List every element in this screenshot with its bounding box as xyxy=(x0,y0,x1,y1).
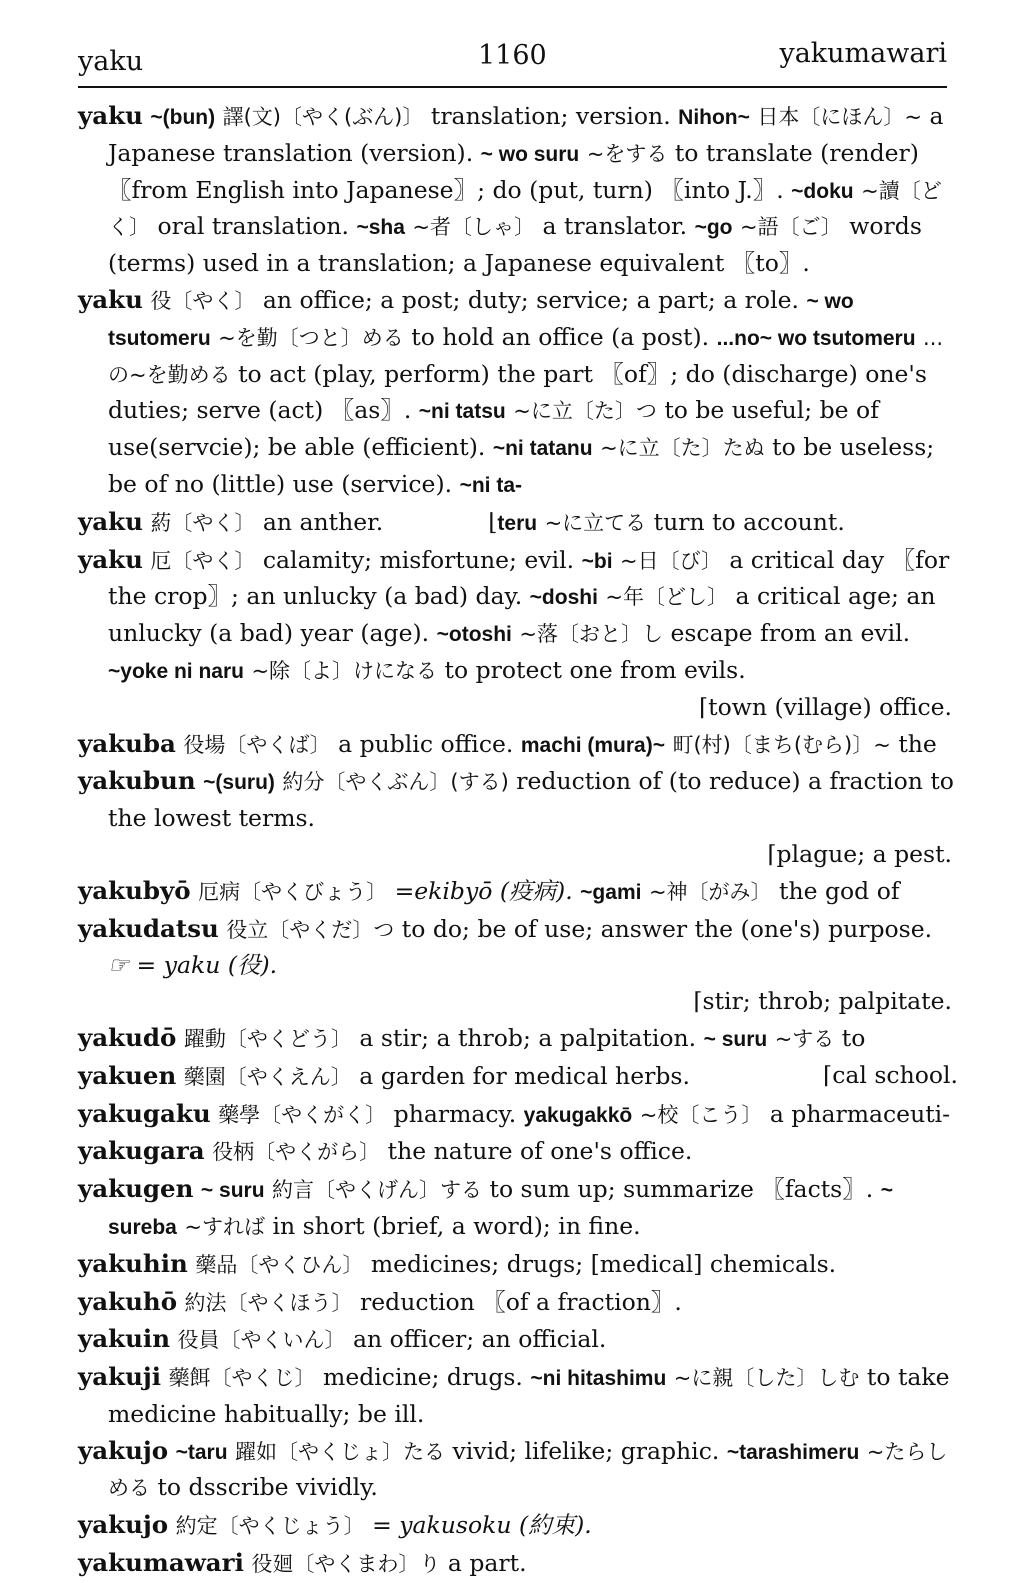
entry-headword: yakujo xyxy=(78,1510,169,1540)
dictionary-entry xyxy=(78,1096,958,1134)
entry-subform: ~go xyxy=(694,216,733,240)
entry-subform: ~bi xyxy=(581,549,613,573)
entry-translation: a garden for medical herbs. xyxy=(359,1061,690,1090)
entry-translation: an office; a post; duty; service; a part; a role. xyxy=(262,285,799,314)
entry-japanese: 日本〔にほん〕~ xyxy=(757,105,922,129)
entry-subform: ~(suru) xyxy=(203,771,275,795)
entry-japanese: 譯(文)〔やく(ぶん)〕 xyxy=(222,105,424,129)
entry-translation: the xyxy=(898,729,937,758)
cross-reference: ☞ = yaku (役). xyxy=(108,951,278,980)
entry-japanese: 役柄〔やくがら〕 xyxy=(212,1140,381,1165)
entry-translation: reduction 〖of a fraction〗. xyxy=(360,1287,682,1316)
entry-translation: to dsscribe vividly. xyxy=(157,1473,378,1502)
entry-japanese: 葯〔やく〕 xyxy=(150,510,256,535)
entry-subform: ~taru xyxy=(175,1440,228,1464)
entry-subform: ~ suru xyxy=(703,1027,768,1051)
entry-translation: to hold an office (a post). xyxy=(411,322,710,351)
dictionary-entry xyxy=(78,98,958,282)
entry-japanese: 町(村)〔まち(むら)〕~ xyxy=(672,732,891,757)
entry-subform: ~ni ta- xyxy=(459,473,522,497)
entry-japanese: ~者〔しゃ〕 xyxy=(412,215,536,240)
dictionary-entry xyxy=(78,763,958,837)
entry-translation: a critical day 〖for the crop〗; an unlucky (a bad) day. xyxy=(108,545,950,611)
entry-japanese: ~する xyxy=(774,1026,835,1051)
entry-subform: ~ni hitashimu xyxy=(530,1367,667,1391)
entry-japanese: 藥園〔やくえん〕 xyxy=(183,1064,352,1089)
dictionary-entry xyxy=(78,282,958,504)
entry-translation: to xyxy=(841,1023,866,1052)
entry-headword: yakumawari xyxy=(78,1548,244,1578)
entry-japanese: 厄〔やく〕 xyxy=(150,548,256,573)
entry-japanese: ~に立〔た〕たぬ xyxy=(600,436,765,461)
header-right-headword: yakumawari xyxy=(779,38,947,69)
entry-japanese: 藥學〔やくがく〕 xyxy=(218,1102,387,1127)
entry-translation: to be useless; be of no (little) use (service). xyxy=(108,433,935,498)
entry-subform: ~ wo tsutomeru xyxy=(108,289,854,350)
entry-translation: the nature of one's office. xyxy=(387,1137,693,1166)
continuation-line: ⌈stir; throb; palpitate. xyxy=(693,987,952,1016)
dictionary-entry xyxy=(78,726,958,764)
entry-translation: an anther. xyxy=(262,507,384,536)
entry-subform: ~doshi xyxy=(529,586,598,610)
entry-subform: ~ suru xyxy=(200,1179,265,1203)
entry-japanese: 約分〔やくぶん〕(する) xyxy=(282,770,509,795)
entry-japanese: ~校〔こう〕 xyxy=(639,1102,763,1127)
entry-subform: machi (mura)~ xyxy=(520,733,665,757)
entry-japanese: ...の~を勤める xyxy=(108,325,944,387)
entry-translation: translation; version. xyxy=(430,102,671,130)
entry-translation: words (terms) used in a translation; a Japanese equivalent 〖to〗. xyxy=(108,212,922,278)
entry-translation: oral translation. xyxy=(157,212,349,241)
entry-japanese: 約定〔やくじょう〕 xyxy=(175,1514,365,1539)
entry-translation: medicines; drugs; [medical] chemicals. xyxy=(370,1249,837,1278)
entry-translation: to protect one from evils. xyxy=(444,655,746,684)
entry-translation: pharmacy. xyxy=(393,1099,517,1128)
entry-translation: a pharmaceuti- xyxy=(769,1099,951,1128)
dictionary-entry xyxy=(78,1284,958,1322)
entry-translation: an officer; an official. xyxy=(353,1325,607,1354)
entry-subform: ~gami xyxy=(580,880,642,904)
entry-japanese: ~たらしめる xyxy=(108,1439,948,1501)
entry-subform: ~ni tatanu xyxy=(492,437,593,461)
entry-subform: ~ni tatsu xyxy=(418,400,506,424)
entry-japanese: 役〔やく〕 xyxy=(150,288,256,313)
entry-subform: teru xyxy=(497,511,538,535)
entry-translation: a translator. xyxy=(542,212,688,241)
page-number: 1160 xyxy=(478,40,547,71)
entry-japanese: ~除〔よ〕けになる xyxy=(251,658,438,683)
entry-headword: yakudō xyxy=(78,1022,177,1052)
entry-headword: yakuji xyxy=(78,1362,162,1392)
entry-japanese: ~語〔ご〕 xyxy=(740,215,842,240)
entry-japanese: 躍如〔やくじょ〕たる xyxy=(235,1439,446,1464)
dictionary-entry xyxy=(78,1058,958,1096)
entry-translation: medicine; drugs. xyxy=(323,1363,523,1392)
entry-headword: yaku xyxy=(78,544,143,574)
entries-column xyxy=(78,98,958,1583)
entry-subform: ...no~ wo tsutomeru xyxy=(716,326,916,350)
entry-headword: yakugara xyxy=(78,1136,205,1166)
entry-headword: yakuhin xyxy=(78,1248,188,1278)
entry-translation: a public office. xyxy=(338,729,514,758)
entry-japanese: ~に親〔した〕しむ xyxy=(673,1366,860,1391)
entry-japanese: ~をする xyxy=(586,141,668,166)
dictionary-entry xyxy=(78,1545,958,1583)
entry-translation: =ekibyō (疫病). xyxy=(394,876,573,905)
header-left-headword: yaku xyxy=(78,46,144,77)
entry-japanese: 役場〔やくば〕 xyxy=(183,732,331,757)
dictionary-entry xyxy=(78,1321,958,1359)
entry-headword: yakujo xyxy=(78,1435,169,1465)
entry-translation: escape from an evil. xyxy=(670,619,911,648)
dictionary-entry xyxy=(78,1020,958,1058)
entry-japanese: 約言〔やくげん〕する xyxy=(272,1178,483,1203)
entry-translation: vivid; lifelike; graphic. xyxy=(452,1436,720,1465)
continuation-line: ⌈cal school. xyxy=(823,1060,958,1089)
entry-translation: the god of xyxy=(779,876,900,905)
entry-japanese: 藥品〔やくひん〕 xyxy=(195,1252,364,1277)
entry-subform: ~ wo suru xyxy=(480,142,580,166)
entry-translation: in short (brief, a word); in fine. xyxy=(272,1211,641,1240)
dictionary-entry xyxy=(78,1433,958,1508)
entry-headword: yakuba xyxy=(78,728,176,758)
entry-japanese: 役廻〔やくまわ〕り xyxy=(251,1552,441,1577)
entry-subform: ~doku xyxy=(791,179,854,203)
entry-headword: yakugen xyxy=(78,1174,194,1204)
entry-japanese: 躍動〔やくどう〕 xyxy=(183,1026,352,1051)
entry-translation: to do; be of use; answer the (one's) purpose. xyxy=(401,914,933,943)
entry-translation: a critical age; an unlucky (a bad) year (age). xyxy=(108,582,936,648)
entry-translation: to take medicine habitually; be ill. xyxy=(108,1363,950,1428)
entry-japanese: 厄病〔やくびょう〕 xyxy=(198,879,388,904)
entry-subform: ~sha xyxy=(356,216,405,240)
entry-headword: yakuen xyxy=(78,1060,177,1090)
entry-japanese: ~すれば xyxy=(184,1214,265,1239)
entry-japanese: 藥餌〔やくじ〕 xyxy=(168,1366,316,1391)
dictionary-entry xyxy=(78,1133,958,1171)
entry-subform: ~(bun) xyxy=(150,106,216,129)
entry-translation: reduction of (to reduce) a fraction to the lowest terms. xyxy=(108,767,954,833)
entry-translation: = yakusoku (約束). xyxy=(372,1511,592,1540)
dictionary-entry xyxy=(78,873,958,911)
entry-translation: a stir; a throb; a palpitation. xyxy=(359,1023,697,1052)
entry-headword: yaku xyxy=(78,506,143,536)
continuation-mark: ⌊ xyxy=(488,507,498,536)
entry-translation: a part. xyxy=(447,1549,527,1578)
entry-japanese: ~落〔おと〕し xyxy=(519,622,663,647)
entry-subform: yakugakkō xyxy=(523,1103,633,1127)
entry-subform: Nihon~ xyxy=(678,106,750,129)
entry-translation: turn to account. xyxy=(653,507,845,536)
entry-headword: yaku xyxy=(78,284,143,314)
entry-translation: to be useful; be of use(servcie); be able (efficient). xyxy=(108,396,879,462)
entry-japanese: ~神〔がみ〕 xyxy=(648,879,772,904)
entry-japanese: ~を勤〔つと〕める xyxy=(218,325,404,350)
entry-translation: to sum up; summarize 〖facts〗. xyxy=(489,1175,874,1204)
entry-japanese: ~年〔どし〕 xyxy=(605,585,729,610)
entry-translation: a Japanese translation (version). xyxy=(108,102,944,167)
entry-headword: yakubyō xyxy=(78,875,191,905)
entry-subform: ~tarashimeru xyxy=(726,1440,860,1464)
dictionary-entry xyxy=(78,1359,958,1433)
entry-subform: ~otoshi xyxy=(436,623,512,647)
entry-headword: yakuhō xyxy=(78,1286,178,1316)
entry-japanese: ~日〔び〕 xyxy=(620,548,722,573)
continuation-line: ⌈town (village) office. xyxy=(699,692,952,721)
dictionary-entry xyxy=(78,911,958,985)
entry-japanese: ~に立てる xyxy=(544,510,647,535)
entry-japanese: 役員〔やくいん〕 xyxy=(177,1328,346,1353)
entry-japanese: 約法〔やくほう〕 xyxy=(184,1290,353,1315)
continuation-line: ⌈plague; a pest. xyxy=(767,839,952,868)
dictionary-entry xyxy=(78,1246,958,1284)
entry-subform: ~yoke ni naru xyxy=(108,659,244,683)
entry-japanese: ~に立〔た〕つ xyxy=(513,399,657,424)
dictionary-entry xyxy=(78,1507,958,1545)
dictionary-entry xyxy=(78,542,958,690)
page-header xyxy=(78,38,947,88)
entry-headword: yakugaku xyxy=(78,1098,211,1128)
entry-headword: yakudatsu xyxy=(78,913,219,943)
entry-translation: calamity; misfortune; evil. xyxy=(262,545,575,574)
entry-japanese: 役立〔やくだ〕つ xyxy=(226,917,395,942)
dictionary-entry xyxy=(78,1171,958,1246)
dictionary-entry xyxy=(78,504,958,542)
entry-headword: yakubun xyxy=(78,766,196,796)
entry-headword: yaku xyxy=(78,101,143,130)
entry-translation: to act (play, perform) the part 〖of〗; do (discharge) one's duties; serve (act) 〖as〗. xyxy=(108,359,927,425)
entry-headword: yakuin xyxy=(78,1324,171,1354)
entry-subform: ~ sureba xyxy=(108,1179,893,1239)
entry-translation: to translate (render) 〖from English into Japanese〗; do (put, turn) 〖into J.〗. xyxy=(108,138,919,204)
entry-japanese: ~讀〔どく〕 xyxy=(108,178,942,240)
